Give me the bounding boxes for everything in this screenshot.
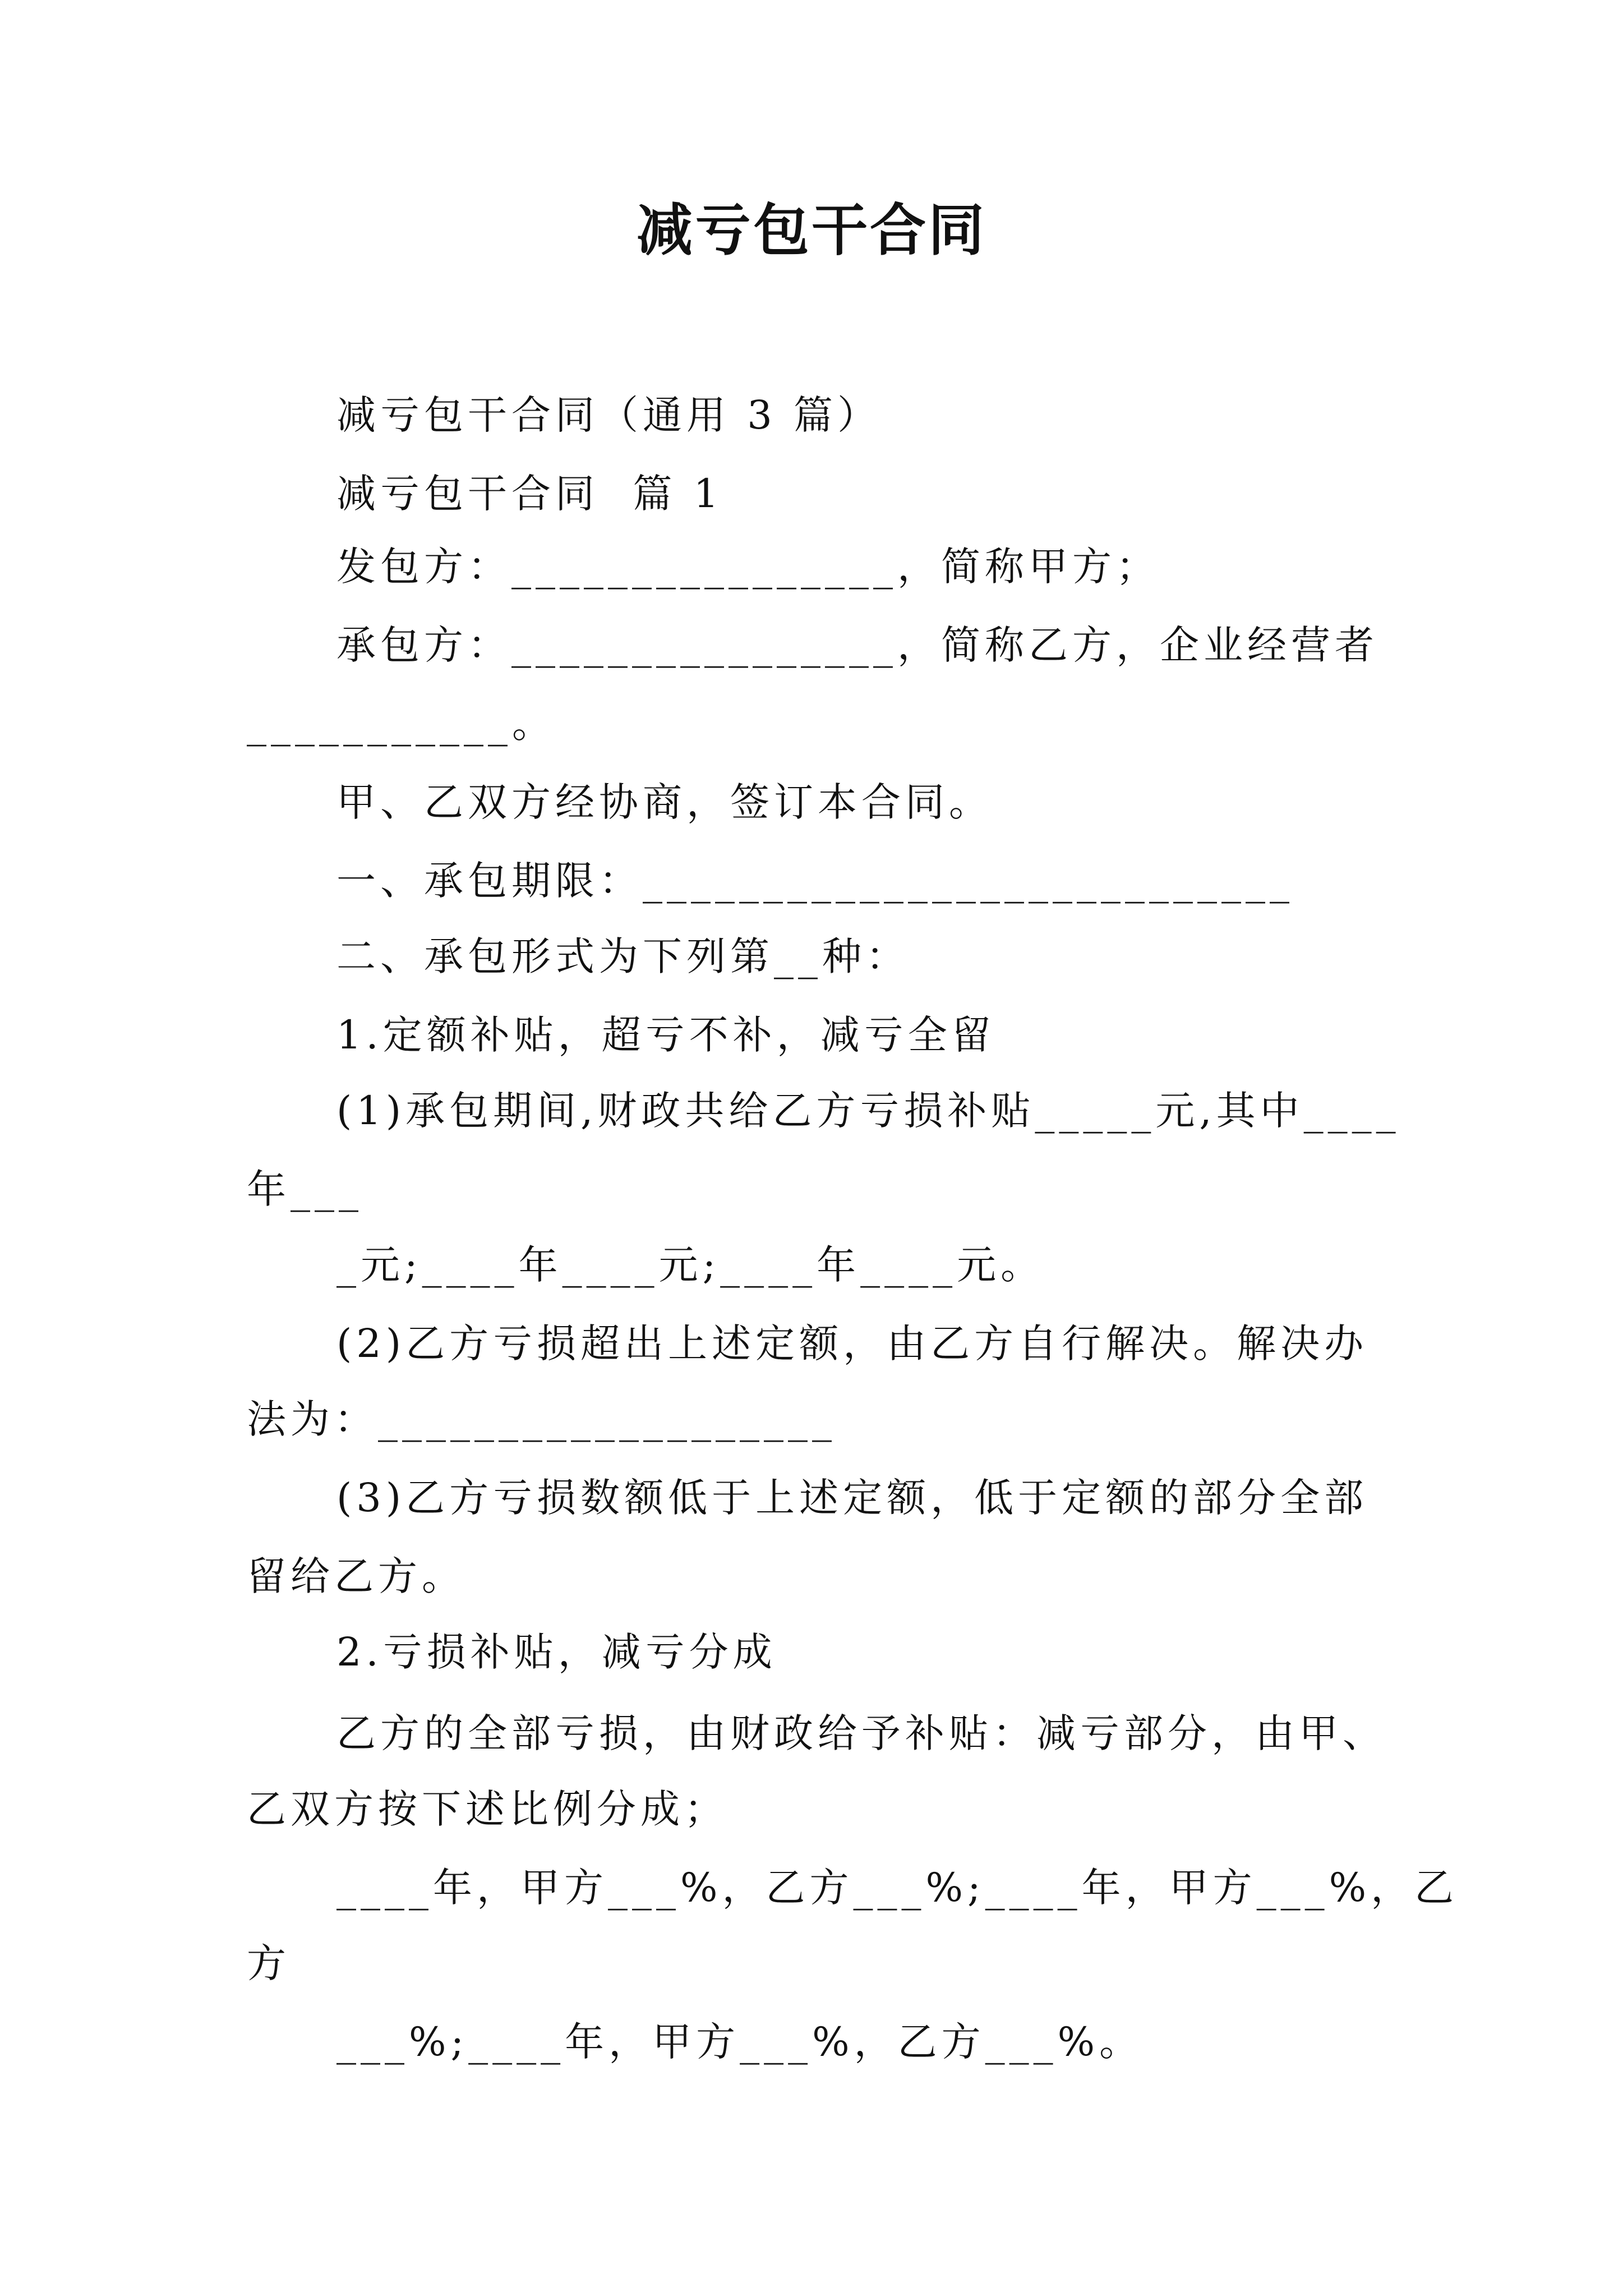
party-a-line: 发包方：________________，简称甲方；: [336, 544, 1160, 590]
section-heading: 减亏包干合同 篇 1: [336, 471, 723, 517]
clause-1-item-2-continued: 法为：___________________: [247, 1396, 836, 1442]
clause-2-text-continued: 乙双方按下述比例分成；: [247, 1786, 728, 1832]
clause-1-heading: 1.定额补贴，超亏不补，减亏全留: [336, 1012, 995, 1058]
subtitle-line: 减亏包干合同（通用 3 篇）: [336, 392, 882, 438]
clause-1-item-3-continued: 留给乙方。: [247, 1553, 465, 1599]
clause-1-item-1: (1)承包期间,财政共给乙方亏损补贴_____元,其中____: [336, 1088, 1400, 1134]
clause-2-ratios: ____年，甲方___%，乙方___%;____年，甲方___%，乙: [336, 1865, 1459, 1911]
party-b-line-continued: ___________。: [247, 701, 556, 747]
clause-1-item-3: (3)乙方亏损数额低于上述定额，低于定额的部分全部: [336, 1475, 1368, 1521]
clause-2-ratios-final: ___%;____年，甲方___%，乙方___%。: [336, 2019, 1144, 2065]
clause-2-heading: 2.亏损补贴，减亏分成: [336, 1629, 777, 1675]
agreement-line: 甲、乙双方经协商，签订本合同。: [336, 779, 993, 825]
clause-form: 二、承包形式为下列第__种：: [336, 933, 910, 979]
clause-2-text: 乙方的全部亏损，由财政给予补贴：减亏部分，由甲、: [336, 1710, 1386, 1756]
clause-1-item-1-continued: 年___: [247, 1166, 363, 1212]
clause-1-item-2: (2)乙方亏损超出上述定额，由乙方自行解决。解决办: [336, 1320, 1368, 1366]
clause-term: 一、承包期限：___________________________: [336, 858, 1294, 904]
party-b-line: 承包方：________________，简称乙方，企业经营者: [336, 622, 1378, 668]
document-title: 减亏包干合同: [637, 197, 986, 263]
clause-2-ratios-continued: 方: [247, 1940, 291, 1986]
clause-1-item-1-amounts: _元;____年____元;____年____元。: [336, 1242, 1045, 1288]
